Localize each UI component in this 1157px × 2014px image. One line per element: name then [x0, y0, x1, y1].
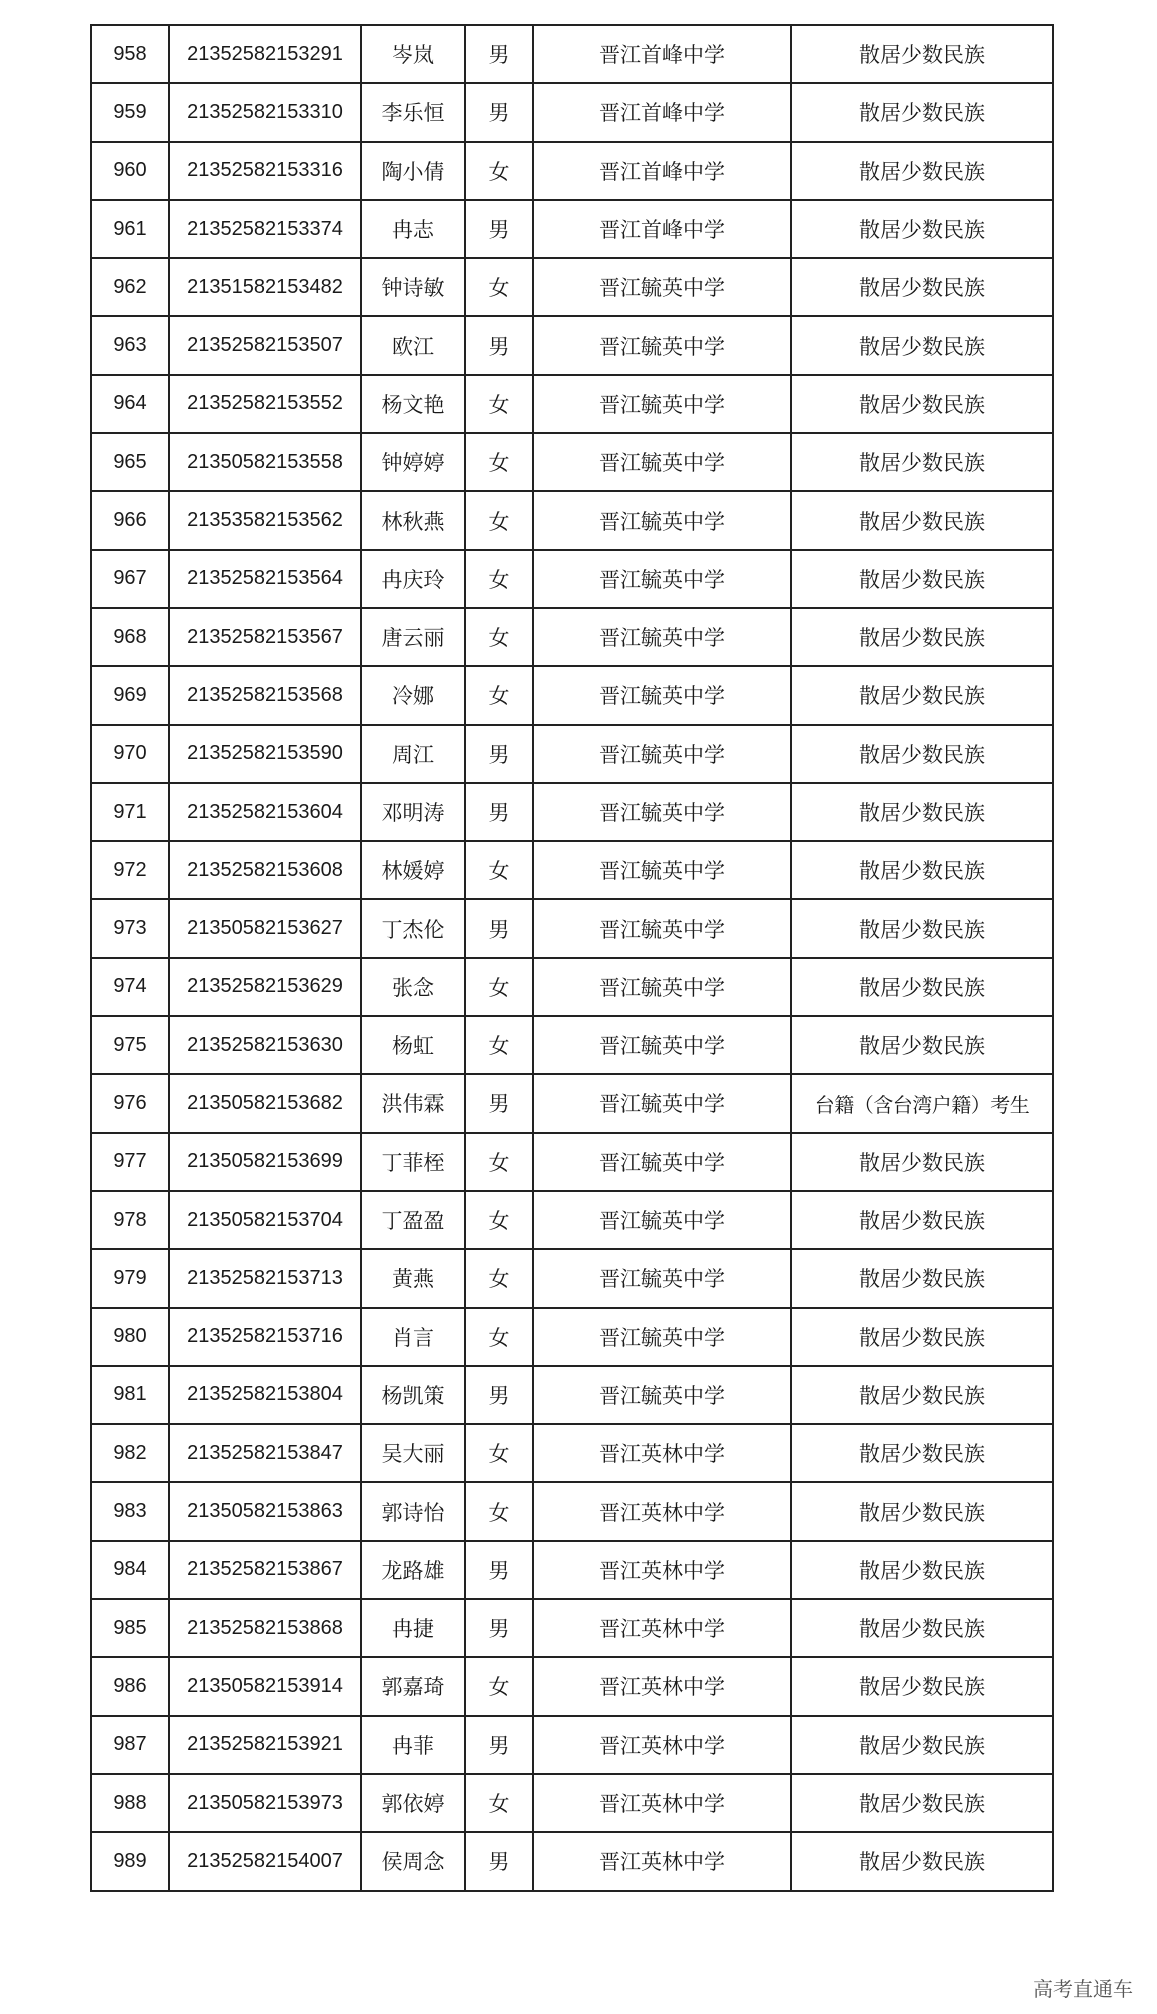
cell-gender: 男	[465, 83, 533, 141]
cell-gender: 女	[465, 142, 533, 200]
cell-school: 晋江首峰中学	[533, 200, 791, 258]
cell-gender: 男	[465, 1599, 533, 1657]
table-row	[91, 783, 1053, 841]
cell-gender: 男	[465, 1541, 533, 1599]
table-row	[91, 491, 1053, 549]
cell-exam-id: 21350582153863	[169, 1482, 361, 1540]
table-row	[91, 608, 1053, 666]
cell-serial-number: 974	[91, 958, 169, 1016]
table-row	[91, 1133, 1053, 1191]
cell-student-name: 冉志	[361, 200, 465, 258]
cell-category: 散居少数民族	[791, 200, 1053, 258]
cell-exam-id: 21352582153604	[169, 783, 361, 841]
cell-school: 晋江英林中学	[533, 1774, 791, 1832]
student-roster-table	[90, 24, 1054, 1892]
cell-student-name: 郭诗怡	[361, 1482, 465, 1540]
cell-school: 晋江英林中学	[533, 1424, 791, 1482]
cell-school: 晋江毓英中学	[533, 550, 791, 608]
cell-serial-number: 958	[91, 25, 169, 83]
cell-gender: 男	[465, 1074, 533, 1132]
cell-category: 台籍（含台湾户籍）考生	[791, 1074, 1053, 1132]
cell-student-name: 杨虹	[361, 1016, 465, 1074]
cell-gender: 女	[465, 666, 533, 724]
table-row	[91, 1716, 1053, 1774]
table-row	[91, 1074, 1053, 1132]
cell-student-name: 冉捷	[361, 1599, 465, 1657]
cell-student-name: 周江	[361, 725, 465, 783]
cell-category: 散居少数民族	[791, 1424, 1053, 1482]
cell-serial-number: 966	[91, 491, 169, 549]
cell-serial-number: 965	[91, 433, 169, 491]
cell-exam-id: 21352582154007	[169, 1832, 361, 1890]
table-row	[91, 1366, 1053, 1424]
cell-exam-id: 21352582153568	[169, 666, 361, 724]
cell-serial-number: 969	[91, 666, 169, 724]
cell-gender: 男	[465, 1832, 533, 1890]
cell-student-name: 欧江	[361, 316, 465, 374]
cell-student-name: 唐云丽	[361, 608, 465, 666]
cell-category: 散居少数民族	[791, 958, 1053, 1016]
cell-category: 散居少数民族	[791, 316, 1053, 374]
cell-serial-number: 978	[91, 1191, 169, 1249]
cell-gender: 男	[465, 725, 533, 783]
cell-serial-number: 962	[91, 258, 169, 316]
cell-exam-id: 21352582153921	[169, 1716, 361, 1774]
cell-gender: 男	[465, 1366, 533, 1424]
cell-exam-id: 21352582153567	[169, 608, 361, 666]
table-row	[91, 316, 1053, 374]
cell-serial-number: 972	[91, 841, 169, 899]
cell-exam-id: 21350582153558	[169, 433, 361, 491]
table-row	[91, 375, 1053, 433]
cell-student-name: 郭依婷	[361, 1774, 465, 1832]
cell-exam-id: 21352582153716	[169, 1308, 361, 1366]
cell-student-name: 黄燕	[361, 1249, 465, 1307]
cell-gender: 女	[465, 841, 533, 899]
cell-category: 散居少数民族	[791, 899, 1053, 957]
cell-school: 晋江英林中学	[533, 1541, 791, 1599]
cell-category: 散居少数民族	[791, 25, 1053, 83]
cell-gender: 女	[465, 1657, 533, 1715]
cell-exam-id: 21352582153507	[169, 316, 361, 374]
cell-school: 晋江毓英中学	[533, 783, 791, 841]
cell-school: 晋江毓英中学	[533, 841, 791, 899]
cell-student-name: 钟婷婷	[361, 433, 465, 491]
cell-serial-number: 961	[91, 200, 169, 258]
cell-serial-number: 982	[91, 1424, 169, 1482]
cell-school: 晋江首峰中学	[533, 25, 791, 83]
cell-gender: 女	[465, 1424, 533, 1482]
cell-serial-number: 987	[91, 1716, 169, 1774]
table-row	[91, 1832, 1053, 1890]
cell-school: 晋江英林中学	[533, 1657, 791, 1715]
cell-school: 晋江毓英中学	[533, 1074, 791, 1132]
table-row	[91, 142, 1053, 200]
cell-student-name: 杨凯策	[361, 1366, 465, 1424]
cell-school: 晋江英林中学	[533, 1482, 791, 1540]
cell-exam-id: 21352582153847	[169, 1424, 361, 1482]
cell-exam-id: 21352582153291	[169, 25, 361, 83]
roster-body	[91, 25, 1053, 1891]
cell-student-name: 冷娜	[361, 666, 465, 724]
cell-student-name: 丁杰伦	[361, 899, 465, 957]
cell-serial-number: 960	[91, 142, 169, 200]
cell-gender: 女	[465, 1016, 533, 1074]
cell-school: 晋江毓英中学	[533, 1366, 791, 1424]
cell-student-name: 陶小倩	[361, 142, 465, 200]
cell-school: 晋江毓英中学	[533, 1133, 791, 1191]
cell-serial-number: 970	[91, 725, 169, 783]
cell-exam-id: 21352582153316	[169, 142, 361, 200]
cell-category: 散居少数民族	[791, 1832, 1053, 1890]
cell-school: 晋江毓英中学	[533, 1249, 791, 1307]
cell-school: 晋江英林中学	[533, 1832, 791, 1890]
cell-school: 晋江毓英中学	[533, 258, 791, 316]
cell-serial-number: 977	[91, 1133, 169, 1191]
cell-student-name: 杨文艳	[361, 375, 465, 433]
cell-category: 散居少数民族	[791, 1541, 1053, 1599]
cell-gender: 男	[465, 1716, 533, 1774]
cell-student-name: 郭嘉琦	[361, 1657, 465, 1715]
cell-category: 散居少数民族	[791, 1249, 1053, 1307]
cell-exam-id: 21350582153627	[169, 899, 361, 957]
cell-school: 晋江毓英中学	[533, 375, 791, 433]
cell-student-name: 林秋燕	[361, 491, 465, 549]
cell-serial-number: 976	[91, 1074, 169, 1132]
cell-gender: 女	[465, 550, 533, 608]
cell-exam-id: 21352582153374	[169, 200, 361, 258]
table-row	[91, 958, 1053, 1016]
table-row	[91, 1191, 1053, 1249]
cell-student-name: 张念	[361, 958, 465, 1016]
cell-student-name: 洪伟霖	[361, 1074, 465, 1132]
cell-category: 散居少数民族	[791, 1308, 1053, 1366]
cell-category: 散居少数民族	[791, 83, 1053, 141]
cell-category: 散居少数民族	[791, 1774, 1053, 1832]
cell-category: 散居少数民族	[791, 550, 1053, 608]
cell-category: 散居少数民族	[791, 1657, 1053, 1715]
cell-category: 散居少数民族	[791, 725, 1053, 783]
cell-exam-id: 21352582153310	[169, 83, 361, 141]
table-row	[91, 25, 1053, 83]
table-row	[91, 200, 1053, 258]
cell-student-name: 岑岚	[361, 25, 465, 83]
cell-school: 晋江毓英中学	[533, 725, 791, 783]
cell-school: 晋江毓英中学	[533, 1191, 791, 1249]
cell-serial-number: 988	[91, 1774, 169, 1832]
cell-student-name: 邓明涛	[361, 783, 465, 841]
table-row	[91, 1424, 1053, 1482]
cell-student-name: 丁盈盈	[361, 1191, 465, 1249]
cell-student-name: 林媛婷	[361, 841, 465, 899]
cell-category: 散居少数民族	[791, 258, 1053, 316]
cell-exam-id: 21350582153914	[169, 1657, 361, 1715]
cell-category: 散居少数民族	[791, 1366, 1053, 1424]
table-row	[91, 666, 1053, 724]
cell-serial-number: 980	[91, 1308, 169, 1366]
watermark-text: 高考直通车	[1033, 1977, 1133, 2001]
cell-gender: 女	[465, 1133, 533, 1191]
cell-exam-id: 21353582153562	[169, 491, 361, 549]
table-row	[91, 1541, 1053, 1599]
cell-exam-id: 21352582153629	[169, 958, 361, 1016]
cell-category: 散居少数民族	[791, 783, 1053, 841]
cell-exam-id: 21350582153682	[169, 1074, 361, 1132]
cell-school: 晋江首峰中学	[533, 83, 791, 141]
table-row	[91, 1599, 1053, 1657]
cell-school: 晋江英林中学	[533, 1716, 791, 1774]
cell-exam-id: 21352582153867	[169, 1541, 361, 1599]
cell-serial-number: 989	[91, 1832, 169, 1890]
cell-student-name: 钟诗敏	[361, 258, 465, 316]
cell-category: 散居少数民族	[791, 1133, 1053, 1191]
cell-serial-number: 963	[91, 316, 169, 374]
cell-exam-id: 21352582153608	[169, 841, 361, 899]
cell-serial-number: 971	[91, 783, 169, 841]
table-row	[91, 1249, 1053, 1307]
cell-gender: 女	[465, 1191, 533, 1249]
cell-gender: 女	[465, 958, 533, 1016]
cell-category: 散居少数民族	[791, 608, 1053, 666]
cell-student-name: 侯周念	[361, 1832, 465, 1890]
cell-student-name: 冉庆玲	[361, 550, 465, 608]
cell-exam-id: 21352582153590	[169, 725, 361, 783]
table-row	[91, 83, 1053, 141]
cell-serial-number: 975	[91, 1016, 169, 1074]
cell-serial-number: 967	[91, 550, 169, 608]
cell-category: 散居少数民族	[791, 1016, 1053, 1074]
cell-student-name: 肖言	[361, 1308, 465, 1366]
table-row	[91, 1482, 1053, 1540]
cell-student-name: 吴大丽	[361, 1424, 465, 1482]
table-row	[91, 1016, 1053, 1074]
table-row	[91, 1774, 1053, 1832]
cell-serial-number: 968	[91, 608, 169, 666]
cell-serial-number: 986	[91, 1657, 169, 1715]
cell-school: 晋江毓英中学	[533, 1308, 791, 1366]
cell-gender: 男	[465, 25, 533, 83]
cell-serial-number: 981	[91, 1366, 169, 1424]
cell-category: 散居少数民族	[791, 375, 1053, 433]
cell-exam-id: 21351582153482	[169, 258, 361, 316]
cell-school: 晋江毓英中学	[533, 608, 791, 666]
cell-school: 晋江毓英中学	[533, 1016, 791, 1074]
table-row	[91, 899, 1053, 957]
cell-exam-id: 21352582153552	[169, 375, 361, 433]
cell-gender: 男	[465, 783, 533, 841]
cell-category: 散居少数民族	[791, 142, 1053, 200]
table-row	[91, 1657, 1053, 1715]
cell-category: 散居少数民族	[791, 1716, 1053, 1774]
cell-exam-id: 21352582153713	[169, 1249, 361, 1307]
cell-serial-number: 983	[91, 1482, 169, 1540]
cell-category: 散居少数民族	[791, 666, 1053, 724]
cell-student-name: 冉菲	[361, 1716, 465, 1774]
cell-serial-number: 979	[91, 1249, 169, 1307]
cell-gender: 女	[465, 608, 533, 666]
cell-category: 散居少数民族	[791, 841, 1053, 899]
cell-student-name: 龙路雄	[361, 1541, 465, 1599]
cell-school: 晋江英林中学	[533, 1599, 791, 1657]
cell-gender: 男	[465, 899, 533, 957]
cell-gender: 女	[465, 1774, 533, 1832]
table-row	[91, 1308, 1053, 1366]
cell-exam-id: 21352582153564	[169, 550, 361, 608]
table-row	[91, 550, 1053, 608]
cell-serial-number: 973	[91, 899, 169, 957]
cell-school: 晋江毓英中学	[533, 899, 791, 957]
table-row	[91, 433, 1053, 491]
cell-exam-id: 21352582153804	[169, 1366, 361, 1424]
cell-exam-id: 21350582153973	[169, 1774, 361, 1832]
cell-exam-id: 21352582153630	[169, 1016, 361, 1074]
cell-category: 散居少数民族	[791, 433, 1053, 491]
cell-gender: 女	[465, 433, 533, 491]
cell-exam-id: 21350582153699	[169, 1133, 361, 1191]
cell-school: 晋江毓英中学	[533, 666, 791, 724]
cell-category: 散居少数民族	[791, 1482, 1053, 1540]
cell-student-name: 李乐恒	[361, 83, 465, 141]
cell-school: 晋江毓英中学	[533, 958, 791, 1016]
cell-gender: 男	[465, 316, 533, 374]
cell-serial-number: 984	[91, 1541, 169, 1599]
cell-gender: 女	[465, 375, 533, 433]
cell-school: 晋江毓英中学	[533, 433, 791, 491]
cell-school: 晋江首峰中学	[533, 142, 791, 200]
cell-gender: 女	[465, 1308, 533, 1366]
cell-serial-number: 964	[91, 375, 169, 433]
cell-gender: 女	[465, 1249, 533, 1307]
cell-gender: 女	[465, 1482, 533, 1540]
cell-category: 散居少数民族	[791, 1191, 1053, 1249]
cell-school: 晋江毓英中学	[533, 316, 791, 374]
table-row	[91, 725, 1053, 783]
cell-serial-number: 985	[91, 1599, 169, 1657]
cell-serial-number: 959	[91, 83, 169, 141]
cell-school: 晋江毓英中学	[533, 491, 791, 549]
cell-gender: 女	[465, 491, 533, 549]
cell-gender: 男	[465, 200, 533, 258]
cell-exam-id: 21350582153704	[169, 1191, 361, 1249]
cell-category: 散居少数民族	[791, 1599, 1053, 1657]
cell-exam-id: 21352582153868	[169, 1599, 361, 1657]
cell-category: 散居少数民族	[791, 491, 1053, 549]
table-row	[91, 841, 1053, 899]
cell-student-name: 丁菲桎	[361, 1133, 465, 1191]
table-row	[91, 258, 1053, 316]
cell-gender: 女	[465, 258, 533, 316]
